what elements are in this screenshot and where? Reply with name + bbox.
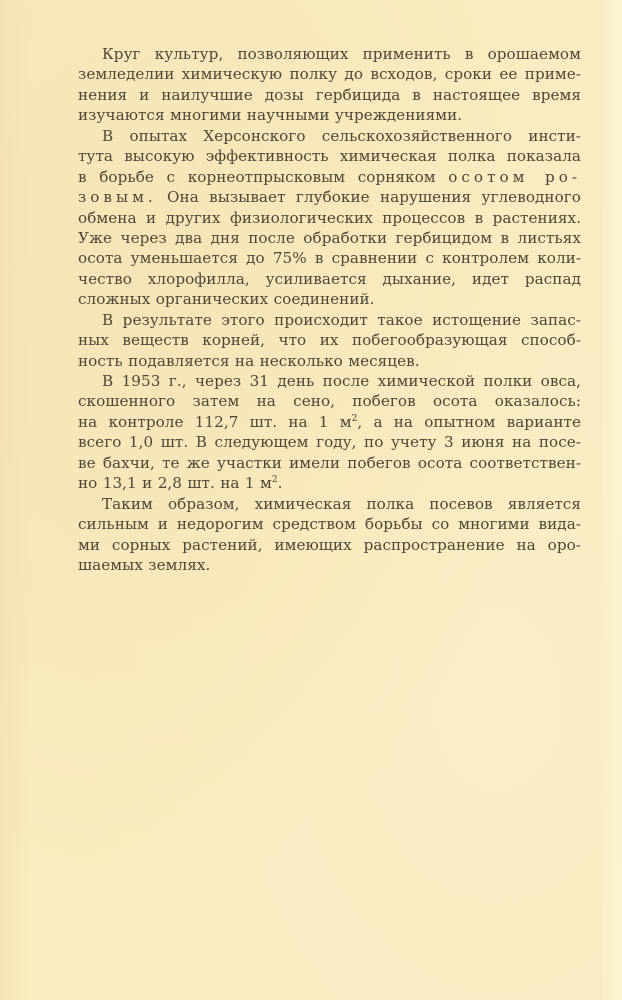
text-line: осота уменьшается до 75% в сравнении с контролем коли- — [78, 249, 581, 268]
superscript: 2 — [271, 475, 278, 486]
document-page — [78, 44, 581, 575]
paragraph-3 — [78, 310, 581, 371]
text-line: шаемых землях. — [78, 555, 211, 574]
text-line: всего 1,0 шт. В следующем году, по учету 3 июня на посе- — [78, 433, 581, 452]
text-line: скошенного затем на сено, побегов осота оказалось: — [78, 392, 581, 411]
text-line: сложных органических соединений. — [78, 290, 375, 309]
text-line: ве бахчи, те же участки имели побегов осота соответствен- — [78, 453, 581, 472]
text-fragment: в борьбе с корнеотпрысковым сорняком — [78, 167, 436, 186]
text-line: нения и наилучшие дозы гербицида в настоящее время — [78, 85, 581, 104]
text-line: сильным и недорогим средством борьбы со многими вида- — [78, 515, 581, 534]
paragraph-4 — [78, 371, 581, 494]
text-line: тута высокую эффективность химическая полка показала — [78, 147, 581, 166]
text-line: чество хлорофилла, усиливается дыхание, идет распад — [78, 269, 581, 288]
text-line: В 1953 г., через 31 день после химической полки овса, — [102, 372, 581, 390]
text-line: Круг культур, позволяющих применить в орошаемом — [102, 45, 581, 63]
text-line: изучаются многими научными учреждениями. — [78, 106, 463, 125]
text-line: ных веществ корней, что их побегообразующая способ- — [78, 331, 581, 350]
text-line: ность подавляется на несколько месяцев. — [78, 351, 420, 370]
text-line: обмена и других физиологических процессов в растениях. — [78, 208, 581, 227]
text-line — [78, 167, 581, 187]
text-line: ми сорных растений, имеющих распространение на оро- — [78, 535, 581, 554]
paragraph-2 — [78, 126, 581, 310]
text-fragment: . — [277, 474, 283, 493]
paragraph-5 — [78, 494, 581, 576]
text-line: земледелии химическую полку до всходов, сроки ее приме- — [78, 65, 581, 84]
text-fragment: , а на опытном варианте — [357, 412, 582, 431]
text-fragment: на контроле 112,7 шт. на 1 м — [78, 412, 352, 431]
superscript: 2 — [351, 413, 358, 424]
text-line: Таким образом, химическая полка посевов является — [102, 494, 581, 513]
spaced-species-name: зовым. — [78, 188, 157, 207]
text-line: В опытах Херсонского сельскохозяйственного инсти- — [102, 126, 581, 145]
text-line — [78, 473, 581, 493]
text-line: Уже через два дня после обработки гербицидом в листьях — [78, 228, 581, 247]
paragraph-1 — [78, 44, 581, 126]
text-fragment: но 13,1 и 2,8 шт. на 1 м — [78, 474, 272, 493]
text-line: зовым. Она вызывает глубокие нарушения углеводного — [78, 188, 581, 207]
spaced-species-name: осотом ро- — [448, 167, 582, 186]
text-line — [78, 412, 581, 432]
text-line: В результате этого происходит такое истощение запас- — [102, 310, 581, 329]
